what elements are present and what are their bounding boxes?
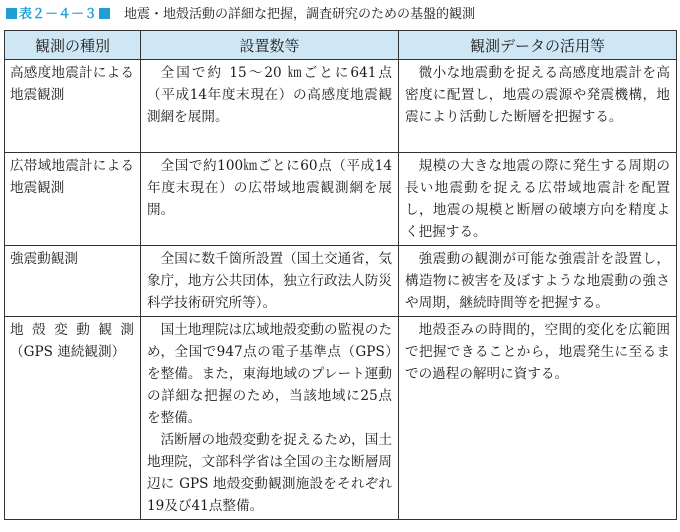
cell-installation: 全国で約100㎞ごとに60点（平成14年度末現在）の広帯域地震観測網を展開。 [141, 153, 399, 246]
table-row [5, 153, 677, 246]
cell-data-usage: 規模の大きな地震の際に発生する周期の長い地震動を捉える広帯域地震計を配置し，地震の規模と断層の破壊方向を精度よく把握する。 [399, 153, 677, 246]
table-title: 地震・地殻活動の詳細な把握，調査研究のための基盤的観測 [124, 7, 476, 22]
cell-data-usage: 微小な地震動を捉える高感度地震計を高密度に配置し，地震の震源や発震機構，地震により活動した断層を把握する。 [399, 60, 677, 153]
table-header-row [5, 31, 677, 60]
cell-observation-type: 高感度地震計による地震観測 [5, 60, 141, 153]
table-row [5, 317, 677, 520]
cell-installation: 国土地理院は広域地殻変動の監視のため，全国で947点の電子基準点（GPS）を整備。また，東海地域のプレート運動の詳細な把握のため，当該地域に25点を整備。 活断層の地殻変動を捉えるため，国土地理院，文部科学省は全国の主な断層周辺に GPS 地殻変動観測施設をそれぞれ19及び41点整備。 [141, 317, 399, 520]
table-number: 表２－４－３ [19, 7, 98, 22]
caption-square-icon [6, 8, 17, 19]
observation-table [4, 30, 677, 520]
cell-installation: 全国に数千箇所設置（国土交通省，気象庁，地方公共団体，独立行政法人防災科学技術研究所等）。 [141, 246, 399, 317]
header-data-usage: 観測データの活用等 [399, 31, 677, 60]
table-row [5, 60, 677, 153]
cell-data-usage: 地殻歪みの時間的，空間的変化を広範囲で把握できることから，地震発生に至るまでの過程の解明に資する。 [399, 317, 677, 520]
table-row [5, 246, 677, 317]
cell-observation-type: 地殻変動観測（GPS 連続観測） [5, 317, 141, 520]
header-observation-type: 観測の種別 [5, 31, 141, 60]
cell-observation-type: 広帯域地震計による地震観測 [5, 153, 141, 246]
cell-installation: 全国で約 15～20 ㎞ごとに641点（平成14年度末現在）の高感度地震観測網を展開。 [141, 60, 399, 153]
caption-square-icon [99, 8, 110, 19]
cell-data-usage: 強震動の観測が可能な強震計を設置し，構造物に被害を及ぼすような地震動の強さや周期，継続時間等を把握する。 [399, 246, 677, 317]
header-installation: 設置数等 [141, 31, 399, 60]
cell-observation-type: 強震動観測 [5, 246, 141, 317]
table-caption [4, 4, 676, 26]
